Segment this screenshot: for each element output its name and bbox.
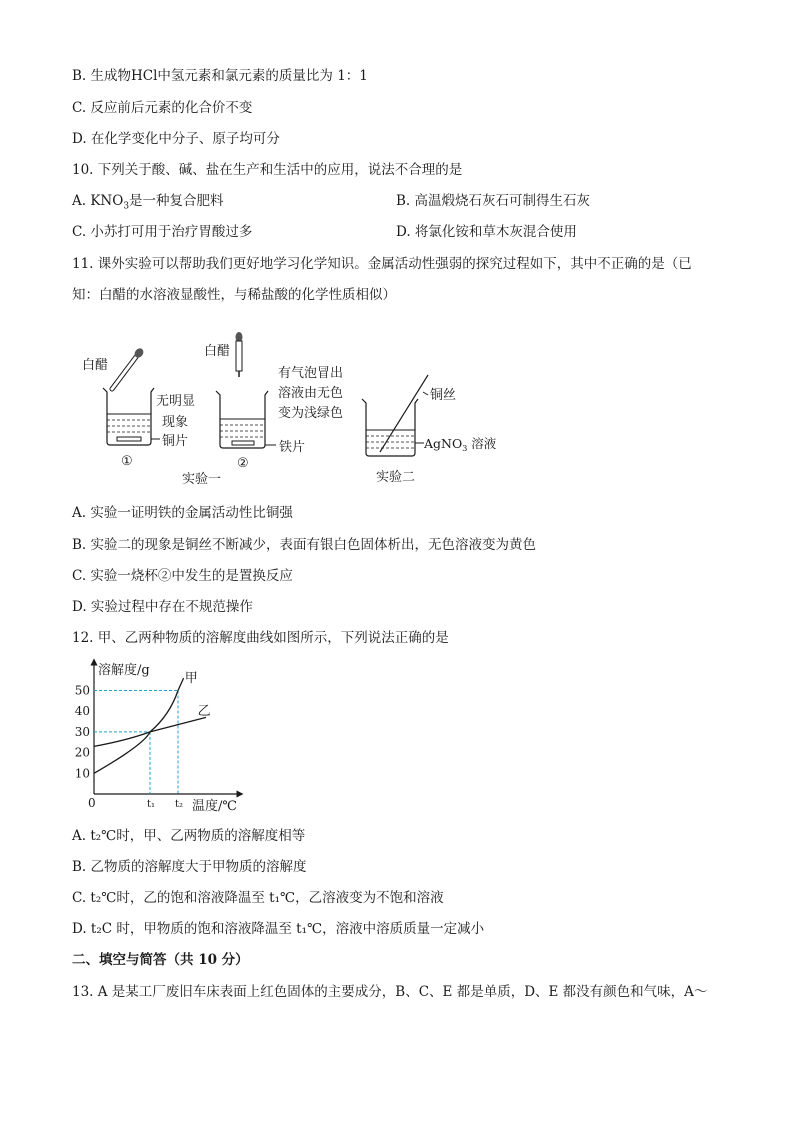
obs2-line1: 有气泡冒出 xyxy=(278,366,344,381)
q12-option-c: C. t₂℃时，乙的饱和溶液降温至 t₁℃，乙溶液变为不饱和溶液 xyxy=(72,890,444,906)
copper-wire xyxy=(380,375,428,452)
q12-stem: 12. 甲、乙两种物质的溶解度曲线如图所示，下列说法正确的是 xyxy=(72,630,449,646)
agno3-post: 溶液 xyxy=(467,436,497,451)
q13-stem: 13. A 是某工厂废旧车床表面上红色固体的主要成分，B、C、E 都是单质，D、E 都没有颜色和气味，A～ xyxy=(72,984,708,1000)
q9-option-c: C. 反应前后元素的化合价不变 xyxy=(72,100,253,116)
q9-option-b: B. 生成物HCl中氢元素和氯元素的质量比为 1：1 xyxy=(72,68,368,84)
obs2-line2: 溶液由无色 xyxy=(278,386,344,401)
q11-option-a: A. 实验一证明铁的金属活动性比铜强 xyxy=(72,505,293,521)
series-curve-0 xyxy=(94,678,184,773)
obs1-line1: 无明显 xyxy=(156,394,196,409)
beaker-3 xyxy=(362,399,418,456)
q10-option-a-pre: A. KNO xyxy=(72,193,124,209)
vinegar-label-1: 白醋 xyxy=(82,358,109,373)
section-2-title: 二、填空与简答（共 10 分） xyxy=(72,952,249,968)
solubility-chart xyxy=(62,656,262,816)
beaker-1 xyxy=(103,388,154,445)
beaker-2-number: ② xyxy=(237,456,249,471)
q10-option-a-sub: 3 xyxy=(123,201,130,212)
copper-sheet-label: 铜片 xyxy=(162,434,189,449)
series-label-0: 甲 xyxy=(184,671,198,687)
q12-option-a: A. t₂℃时，甲、乙两物质的溶解度相等 xyxy=(72,828,306,844)
agno3-label xyxy=(423,436,497,453)
q12-option-b: B. 乙物质的溶解度大于甲物质的溶解度 xyxy=(72,859,307,875)
x-axis-label: 温度/℃ xyxy=(192,799,237,814)
beaker-1-number: ① xyxy=(121,454,133,469)
q11-option-d: D. 实验过程中存在不规范操作 xyxy=(72,599,253,615)
vinegar-label-2: 白醋 xyxy=(204,344,231,359)
y-tick-label-40: 40 xyxy=(74,704,90,719)
origin-label: 0 xyxy=(88,796,96,810)
agno3-sub: 3 xyxy=(462,444,468,453)
experiment-1-label: 实验一 xyxy=(182,472,222,487)
y-tick-label-10: 10 xyxy=(74,766,90,781)
dropper-1 xyxy=(112,347,145,389)
y-axis-label: 溶解度/g xyxy=(98,663,150,678)
x-tick-label-t2: t₂ xyxy=(175,799,184,810)
q10-option-a xyxy=(72,191,224,217)
y-tick-label-50: 50 xyxy=(74,683,90,698)
q10-option-a-post: 是一种复合肥料 xyxy=(129,193,224,209)
q10-option-d: D. 将氯化铵和草木灰混合使用 xyxy=(396,224,577,240)
q11-experiment-figure xyxy=(0,325,794,505)
q9-option-d: D. 在化学变化中分子、原子均可分 xyxy=(72,131,280,147)
q10-option-b: B. 高温煅烧石灰石可制得生石灰 xyxy=(396,193,591,209)
x-tick-label-t1: t₁ xyxy=(147,799,156,810)
y-tick-label-20: 20 xyxy=(74,745,90,760)
series-label-1: 乙 xyxy=(197,704,211,720)
dropper-2 xyxy=(236,332,243,377)
q11-stem-line2: 知：白醋的水溶液显酸性，与稀盐酸的化学性质相似） xyxy=(72,287,396,303)
q10-stem: 10. 下列关于酸、碱、盐在生产和生活中的应用，说法不合理的是 xyxy=(72,162,463,178)
agno3-pre: AgNO xyxy=(424,436,463,451)
q11-option-c: C. 实验一烧杯②中发生的是置换反应 xyxy=(72,568,293,584)
q11-option-b: B. 实验二的现象是铜丝不断减少，表面有银白色固体析出，无色溶液变为黄色 xyxy=(72,537,537,553)
obs1-line2: 现象 xyxy=(162,415,189,430)
beaker-2 xyxy=(216,391,268,448)
copper-wire-label: 铜丝 xyxy=(430,388,457,403)
q12-option-d: D. t₂C 时，甲物质的饱和溶液降温至 t₁℃，溶液中溶质质量一定减小 xyxy=(72,921,485,937)
q11-stem-line1: 11. 课外实验可以帮助我们更好地学习化学知识。金属活动性强弱的探究过程如下，其中不正确的是（已 xyxy=(72,256,692,272)
y-tick-label-30: 30 xyxy=(74,724,90,739)
obs2-line3: 变为浅绿色 xyxy=(278,406,344,421)
experiment-2-label: 实验二 xyxy=(376,470,416,485)
iron-sheet-label: 铁片 xyxy=(279,440,306,455)
q10-option-c: C. 小苏打可用于治疗胃酸过多 xyxy=(72,224,253,240)
